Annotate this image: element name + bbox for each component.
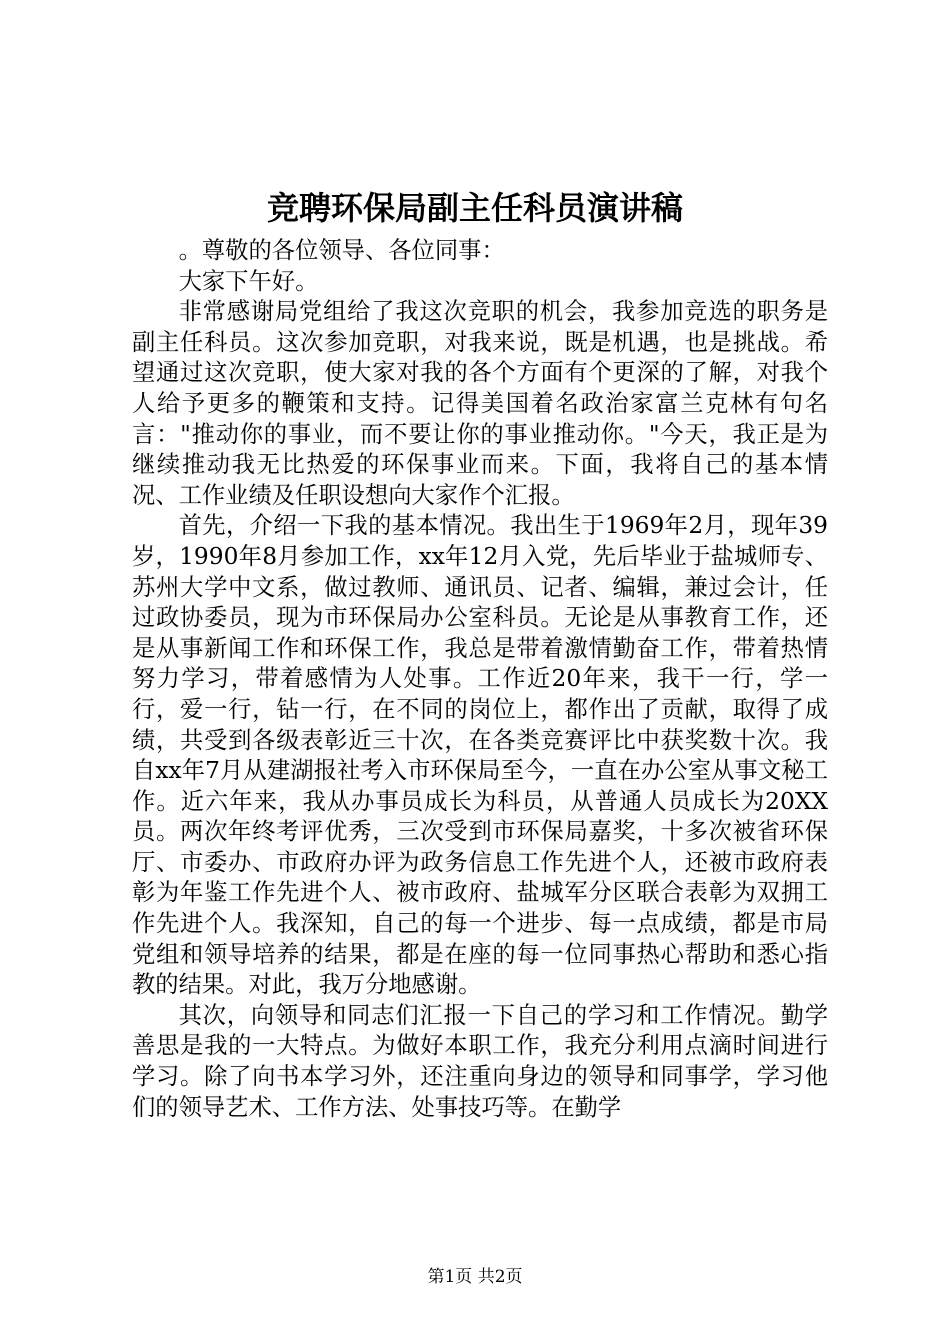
document-body (132, 236, 828, 1123)
document-title: 竞聘环保局副主任科员演讲稿 (266, 189, 683, 227)
page-footer (0, 1266, 950, 1288)
body-paragraph: 非常感谢局党组给了我这次竞职的机会，我参加竞选的职务是副主任科员。这次参加竞职，对我来说，既是机遇，也是挑战。希望通过这次竞职，使大家对我的各个方面有个更深的了解，对我个人给予更多的鞭策和支持。记得美国着名政治家富兰克林有句名言："推动你的事业，而不要让你的事业推动你。"今天，我正是为继续推动我无比热爱的环保事业而来。下面，我将自己的基本情况、工作业绩及任职设想向大家作个汇报。 (132, 298, 828, 509)
page-number: 第1页 共2页 (427, 1267, 523, 1287)
body-paragraph: 其次，向领导和同志们汇报一下自己的学习和工作情况。勤学善思是我的一大特点。为做好本职工作，我充分利用点滴时间进行学习。除了向书本学习外，还注重向身边的领导和同事学，学习他们的领导艺术、工作方法、处事技巧等。在勤学 (132, 1001, 828, 1121)
salutation: 。尊敬的各位领导、各位同事： (178, 237, 505, 264)
body-paragraph: 首先，介绍一下我的基本情况。我出生于1969年2月，现年39岁，1990年8月参加工作，xx年12月入党，先后毕业于盐城师专、苏州大学中文系，做过教师、通讯员、记者、编辑，兼过会计，任过政协委员，现为市环保局办公室科员。无论是从事教育工作，还是从事新闻工作和环保工作，我总是带着激情勤奋工作，带着热情努力学习，带着感情为人处事。工作近20年来，我干一行，学一行，爱一行，钻一行，在不同的岗位上，都作出了贡献，取得了成绩，共受到各级表彰近三十次，在各类竞赛评比中获奖数十次。我自xx年7月从建湖报社考入市环保局至今，一直在办公室从事文秘工作。近六年来，我从办事员成长为科员，从普通人员成长为20XX员。两次年终考评优秀，三次受到市环保局嘉奖，十多次被省环保厅、市委办、市政府办评为政务信息工作先进个人，还被市政府表彰为年鉴工作先进个人、被市政府、盐城军分区联合表彰为双拥工作先进个人。我深知，自己的每一个进步、每一点成绩，都是市局党组和领导培养的结果，都是在座的每一位同事热心帮助和悉心指教的结果。对此，我万分地感谢。 (132, 512, 828, 999)
greeting: 大家下午好。 (178, 267, 319, 295)
